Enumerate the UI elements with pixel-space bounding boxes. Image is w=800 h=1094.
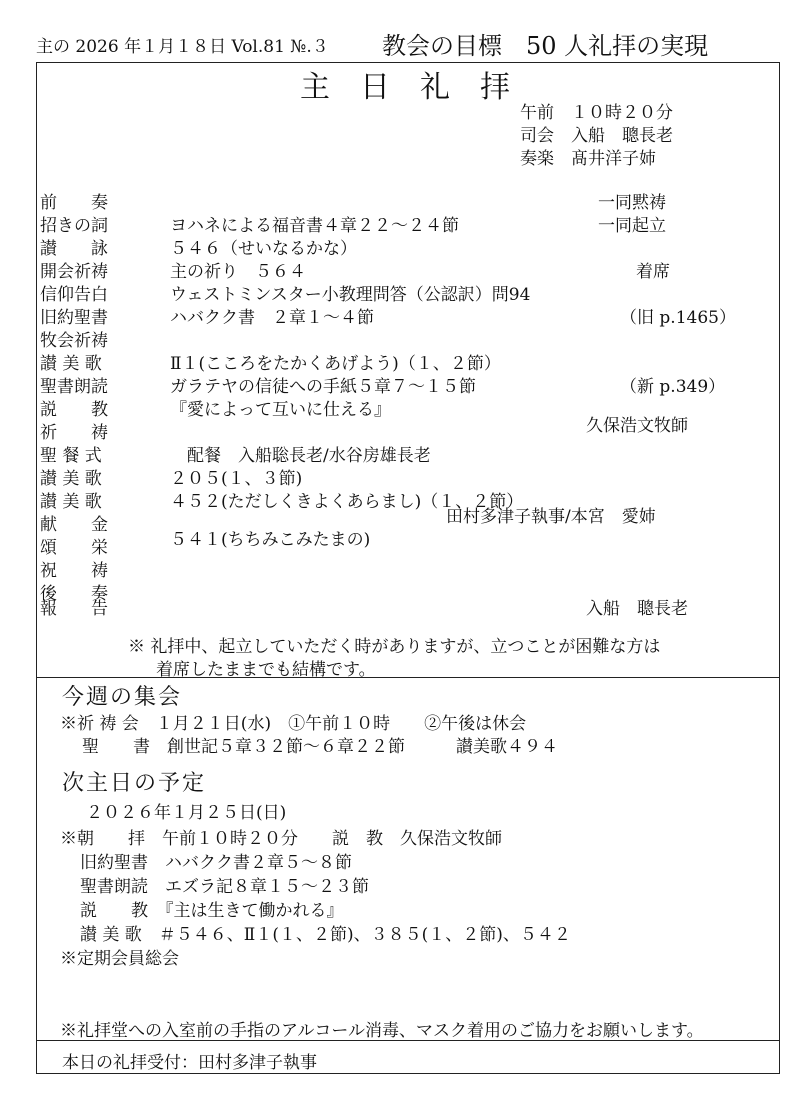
next-service-time: ※朝 拝 午前１０時２０分 説 教 久保浩文牧師 bbox=[60, 829, 502, 849]
order-label: 説 教 bbox=[40, 400, 108, 420]
order-label: 頌 栄 bbox=[40, 538, 108, 558]
order-label: 献 金 bbox=[40, 515, 108, 535]
order-label: 牧会祈祷 bbox=[40, 331, 108, 351]
order-label: 讃 詠 bbox=[40, 239, 108, 259]
order-note: 田村多津子執事/本宮 愛姉 bbox=[446, 507, 656, 527]
reception-info: 本日の礼拝受付：田村多津子執事 bbox=[62, 1053, 317, 1073]
order-content: Ⅱ１(こころをたかくあげよう)（１、２節） bbox=[170, 354, 501, 374]
order-label: 開会祈祷 bbox=[40, 262, 108, 282]
order-note: 入船 聰長老 bbox=[586, 599, 688, 619]
order-label: 祝 祷 bbox=[40, 561, 108, 581]
order-note: 一同起立 bbox=[598, 216, 666, 236]
weekly-scripture: 聖 書 創世記５章３２節～６章２２節 讃美歌４９４ bbox=[82, 737, 558, 757]
standing-note-line1: ※ 礼拝中、起立していただく時がありますが、立つことが困難な方は bbox=[128, 637, 661, 657]
standing-note-line2: 着席したままでも結構です。 bbox=[156, 660, 376, 680]
church-goal: 教会の目標 50 人礼拝の実現 bbox=[382, 32, 709, 60]
order-label: 旧約聖書 bbox=[40, 308, 108, 328]
order-content: 配餐 入船聡長老/水谷房雄長老 bbox=[170, 446, 431, 466]
order-label: 報 告 bbox=[40, 599, 108, 619]
order-label: 前 奏 bbox=[40, 193, 108, 213]
next-title: 次主日の予定 bbox=[62, 771, 207, 796]
order-content: 主の祈り ５６４ bbox=[170, 262, 306, 282]
sermon-title: 『愛によって互いに仕える』 bbox=[170, 400, 391, 420]
next-sermon: 説 教 『主は生きて働かれる』 bbox=[80, 901, 344, 921]
next-date: ２０２６年１月２５日(日) bbox=[86, 803, 287, 823]
order-content: ウェストミンスター小教理問答（公認訳）問94 bbox=[170, 285, 531, 305]
order-note: 久保浩文牧師 bbox=[586, 416, 688, 436]
next-general-meeting: ※定期会員総会 bbox=[60, 949, 179, 969]
order-label: 讃 美 歌 bbox=[40, 469, 102, 489]
order-content: ２０５(１、３節) bbox=[170, 469, 303, 489]
hygiene-note: ※礼拝堂への入室前の手指のアルコール消毒、マスク着用のご協力をお願いします。 bbox=[60, 1021, 704, 1041]
order-content: ５４６（せいなるかな） bbox=[170, 239, 357, 259]
order-label: 讃 美 歌 bbox=[40, 354, 102, 374]
order-page-ref: （旧 p.1465） bbox=[620, 308, 736, 328]
order-page-ref: （新 p.349） bbox=[620, 377, 726, 397]
order-label: 讃 美 歌 bbox=[40, 492, 102, 512]
order-note: 着席 bbox=[636, 262, 670, 282]
order-label: 信仰告白 bbox=[40, 285, 108, 305]
weekly-title: 今週の集会 bbox=[62, 685, 183, 710]
order-label: 聖 餐 式 bbox=[40, 446, 102, 466]
order-label: 後 奏 bbox=[40, 584, 108, 604]
next-scripture-reading: 聖書朗読 エズラ記８章１５～２３節 bbox=[80, 877, 369, 897]
order-content: ５４１(ちちみこみたまの) bbox=[170, 530, 371, 550]
weekly-prayer-meeting: ※祈 祷 会 １月２１日(水) ①午前１０時 ②午後は休会 bbox=[60, 714, 527, 734]
order-content: ガラテヤの信徒への手紙５章７～１５節 bbox=[170, 377, 476, 397]
order-note: 一同黙祷 bbox=[598, 193, 666, 213]
order-content: ハバクク書 ２章１～４節 bbox=[170, 308, 374, 328]
order-label: 祈 祷 bbox=[40, 423, 108, 443]
service-organist: 奏楽 髙井洋子姉 bbox=[520, 149, 656, 169]
divider-weekly bbox=[36, 677, 780, 678]
next-hymns: 讃 美 歌 ＃５４６、Ⅱ１(１、２節)、３８５(１、２節)、５４２ bbox=[80, 925, 571, 945]
service-time: 午前 １０時２０分 bbox=[520, 103, 673, 123]
service-presider: 司会 入船 聰長老 bbox=[520, 126, 673, 146]
service-title: 主日礼拝 bbox=[300, 70, 540, 105]
order-label: 招きの詞 bbox=[40, 216, 108, 236]
order-content: ４５２(ただしくきよくあらまし)（１、２節） bbox=[170, 492, 524, 512]
bulletin-issue-info: 主の 2026 年１月１８日 Vol.81 №.３ bbox=[36, 37, 329, 57]
next-ot-reading: 旧約聖書 ハバクク書２章５～８節 bbox=[80, 853, 352, 873]
order-label: 聖書朗読 bbox=[40, 377, 108, 397]
order-content: ヨハネによる福音書４章２２～２４節 bbox=[170, 216, 459, 236]
